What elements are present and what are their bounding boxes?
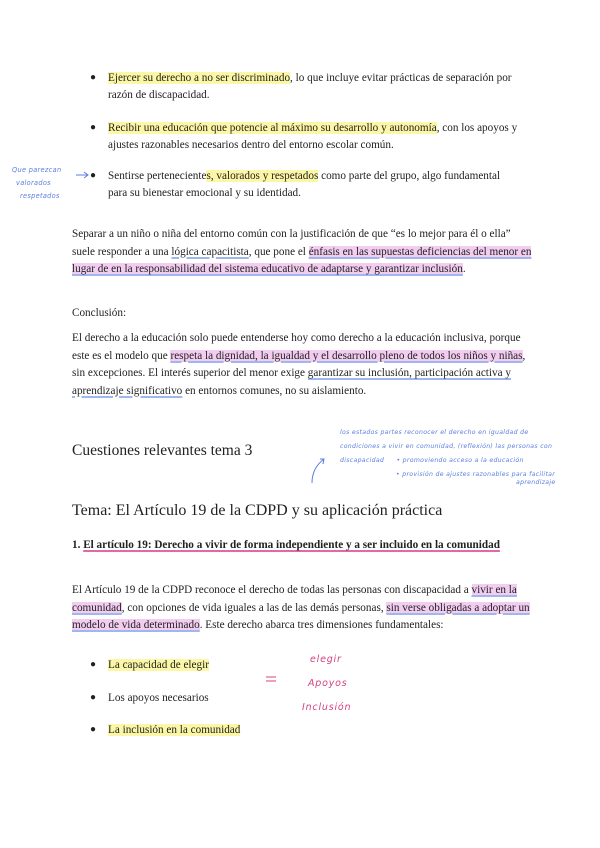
paragraph-text: El Artículo 19 de la CDPD reconoce el derecho de todas las personas con discapacidad a xyxy=(72,584,472,596)
handwritten-margin-note xyxy=(12,164,61,203)
subsection-title xyxy=(72,537,502,555)
paragraph-text: El derecho a la educación solo puede entenderse hoy como derecho a la educación inclusiva, porque este es el modelo que xyxy=(72,332,521,362)
equals-icon xyxy=(265,675,279,683)
handwritten-line: aprendizaje xyxy=(516,479,556,486)
section-title: Cuestiones relevantes tema 3 xyxy=(72,442,253,459)
highlighted-text: La capacidad de elegir xyxy=(108,659,209,671)
list-item xyxy=(90,70,520,103)
bullet-dot: ● xyxy=(90,692,97,703)
handwritten-pink-list xyxy=(302,650,351,717)
highlighted-text: respeta la dignidad, la igualdad y el desarrollo pleno de todos los niños y niñas xyxy=(170,349,523,362)
bullet-text: Sentirse perteneciente xyxy=(108,170,207,182)
handwritten-note xyxy=(340,426,592,490)
paragraph-text: . Este derecho abarca tres dimensiones fundamentales: xyxy=(199,619,444,631)
highlighted-text: s, valorados y respetados xyxy=(206,170,319,182)
handwritten-line: promoviendo acceso a la educación xyxy=(402,457,524,464)
paragraph xyxy=(72,226,534,279)
bullet-dot: ● xyxy=(90,170,97,181)
paragraph-text: , que pone el xyxy=(248,245,309,258)
handwritten-line: condiciones a vivir en comunidad, (reflexión) las personas con xyxy=(340,443,553,450)
list-item xyxy=(90,120,520,153)
paragraph-text: Separar a un niño o niña del entorno común con la justificación de que “es lo mejor para él o ella” suele responder a una xyxy=(72,228,511,258)
paragraph-text: en entornos comunes, no su aislamiento. xyxy=(182,384,367,397)
bullet-text: , con los apoyos y ajustes razonables necesarios dentro del entorno escolar común. xyxy=(108,122,518,151)
arrow-icon xyxy=(74,170,94,180)
handwritten-line: los estados partes reconocer el derecho en igualdad de xyxy=(340,429,529,436)
subsection-title-text: El artículo 19: Derecho a vivir de forma independiente y a ser incluido en la comunidad xyxy=(83,539,500,551)
paragraph-text: . xyxy=(462,263,466,275)
paragraph xyxy=(72,582,534,635)
paragraph-text: , con opciones de vida iguales a las de las demás personas, xyxy=(121,601,387,614)
list-item xyxy=(90,722,520,739)
bullet-text: como parte del grupo, algo fundamental para su bienestar emocional y su identidad. xyxy=(108,170,501,199)
conclusion-label: Conclusión: xyxy=(72,307,127,319)
bullet-text: , lo que incluye evitar prácticas de separación por razón de discapacidad. xyxy=(108,72,512,101)
subsection-number: 1. xyxy=(72,539,84,551)
handwritten-line: Apoyos xyxy=(308,678,348,689)
handwritten-line: valorados xyxy=(16,179,51,187)
handwritten-line: elegir xyxy=(310,654,342,665)
underlined-text: garantizar su inclusión, participación activa y aprendizaje significativo xyxy=(72,367,511,397)
arrow-icon xyxy=(308,455,328,485)
list-item xyxy=(90,168,520,201)
handwritten-bullet: • xyxy=(396,457,401,464)
handwritten-line: discapacidad xyxy=(340,457,385,464)
highlighted-text: sin verse obligadas a adoptar un modelo de vida determinado xyxy=(72,601,530,631)
bullet-dot: ● xyxy=(90,659,97,670)
handwritten-line: provisión de ajustes razonables para facilitar xyxy=(402,471,556,478)
bullet-text: Los apoyos necesarios xyxy=(108,692,209,704)
handwritten-line: Inclusión xyxy=(302,702,352,713)
paragraph xyxy=(72,330,534,400)
paragraph-text: , sin excepciones. El interés superior del menor exige xyxy=(72,349,526,379)
topic-title: Tema: El Artículo 19 de la CDPD y su aplicación práctica xyxy=(72,502,443,519)
highlighted-text: Ejercer su derecho a no ser discriminado xyxy=(108,72,291,84)
highlighted-text: Recibir una educación que potencie al máximo su desarrollo y autonomía xyxy=(108,122,437,134)
handwritten-bullet: • xyxy=(396,471,400,478)
bullet-dot: ● xyxy=(90,724,97,735)
handwritten-line: Que parezcan xyxy=(12,166,62,174)
handwritten-line: respetados xyxy=(20,192,60,200)
underlined-text: lógica capacitista xyxy=(171,245,249,258)
highlighted-text: La inclusión en la comunidad xyxy=(108,724,241,736)
bullet-dot: ● xyxy=(90,122,97,133)
bullet-dot: ● xyxy=(90,72,97,83)
highlighted-text: vivir en la comunidad xyxy=(72,584,517,614)
highlighted-text: énfasis en las supuestas deficiencias del menor en lugar de en la responsabilidad del sistema educativo de adaptarse y garantizar inclusión xyxy=(72,245,532,275)
